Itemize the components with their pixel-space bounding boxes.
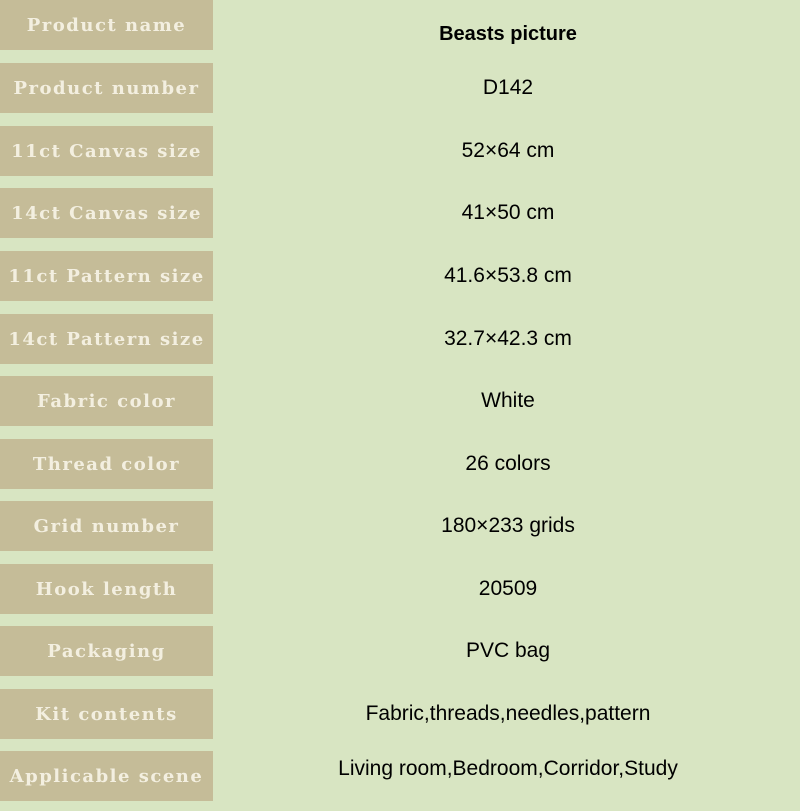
spec-value: 41×50 cm [216, 188, 800, 238]
spec-row-hook-length [0, 564, 800, 624]
spec-row-fabric-color [0, 376, 800, 436]
spec-row-11ct-pattern-size [0, 251, 800, 311]
spec-value: PVC bag [216, 626, 800, 676]
spec-label: Fabric color [0, 376, 213, 426]
spec-label: Packaging [0, 626, 213, 676]
spec-value: 180×233 grids [216, 501, 800, 551]
spec-row-14ct-canvas-size [0, 188, 800, 248]
spec-value: 20509 [216, 564, 800, 614]
spec-row-grid-number [0, 501, 800, 561]
spec-label: Kit contents [0, 689, 213, 739]
spec-value: White [216, 376, 800, 426]
spec-label: 11ct Canvas size [0, 126, 213, 176]
spec-value: 41.6×53.8 cm [216, 251, 800, 301]
spec-value: Living room,Bedroom,Corridor,Study [216, 751, 800, 801]
spec-label: Thread color [0, 439, 213, 489]
spec-value: Beasts picture [216, 0, 800, 50]
spec-label: Grid number [0, 501, 213, 551]
spec-label: Product number [0, 63, 213, 113]
spec-label: 14ct Pattern size [0, 314, 213, 364]
spec-value: D142 [216, 63, 800, 113]
spec-row-packaging [0, 626, 800, 686]
spec-row-applicable-scene [0, 751, 800, 811]
spec-label: 14ct Canvas size [0, 188, 213, 238]
spec-row-kit-contents [0, 689, 800, 749]
spec-value: 52×64 cm [216, 126, 800, 176]
spec-value: 32.7×42.3 cm [216, 314, 800, 364]
spec-value: 26 colors [216, 439, 800, 489]
spec-label: Product name [0, 0, 213, 50]
spec-label: 11ct Pattern size [0, 251, 213, 301]
spec-label: Applicable scene [0, 751, 213, 801]
spec-value: Fabric,threads,needles,pattern [216, 689, 800, 739]
spec-row-thread-color [0, 439, 800, 499]
spec-label: Hook length [0, 564, 213, 614]
spec-row-11ct-canvas-size [0, 126, 800, 186]
spec-row-14ct-pattern-size [0, 314, 800, 374]
spec-row-product-number [0, 63, 800, 123]
spec-row-product-name [0, 0, 800, 60]
